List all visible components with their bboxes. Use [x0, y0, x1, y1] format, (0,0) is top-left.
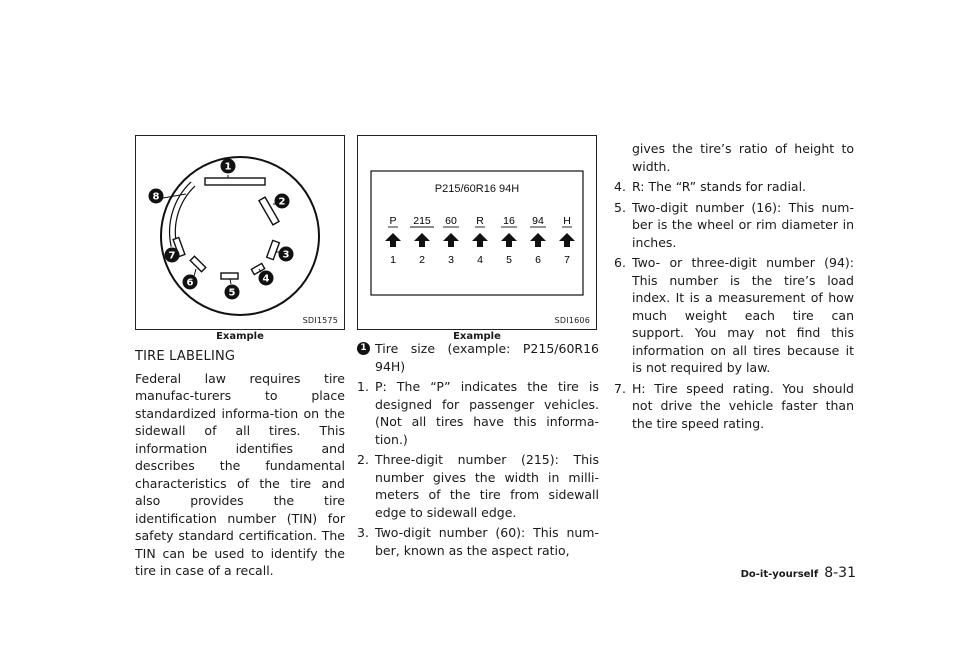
- list-item: [357, 451, 599, 521]
- right-column: [614, 140, 854, 435]
- svg-text:3: 3: [282, 249, 290, 261]
- continued-text: gives the tire’s ratio of height to width.: [632, 141, 854, 174]
- svg-text:4: 4: [262, 273, 270, 285]
- figure-code: SDI1606: [554, 316, 590, 325]
- item-number: 3.: [357, 525, 369, 540]
- item-text: R: The “R” stands for radial.: [632, 179, 807, 194]
- body-paragraph: Federal law requires tire manufac-turers to place standardized informa-tion on the sidewall of all tires. This information identifies and describes the fundamental characteristics of the tire and also provides the tire identification number (TIN) for safety standard certification. The TIN can be used to identify the tire in case of a recall.: [135, 370, 345, 578]
- item-number: 2.: [357, 452, 369, 467]
- item-text: Two-digit number (60): This num-ber, known as the aspect ratio,: [375, 525, 599, 558]
- figure-caption: Example: [453, 331, 501, 342]
- marker-8: [149, 189, 164, 204]
- middle-column: [357, 340, 599, 562]
- code-part-number: 7: [564, 254, 570, 266]
- sidewall-label-bottom: [221, 273, 238, 279]
- item-text: P: The “P” indicates the tire is designed for passenger vehicles. (Not all tires have this informa-tion.): [375, 379, 599, 447]
- code-part-number: 5: [506, 254, 512, 266]
- marker-1: [221, 159, 236, 174]
- svg-text:8: 8: [152, 191, 160, 203]
- item-text: Two-digit number (16): This num-ber is the wheel or rim diameter in inches.: [632, 199, 854, 250]
- page-footer: [726, 562, 856, 581]
- callout-badge: 1: [357, 342, 370, 355]
- item-text: Three-digit number (215): This number gives the width in milli-meters of the tire from sidewall edge to sidewall edge.: [375, 452, 599, 520]
- list-item: [614, 380, 854, 433]
- svg-text:2: 2: [278, 196, 286, 208]
- item-text: Two- or three-digit number (94): This number is the tire’s load index. It is a measurement of how much weight each tire can support. You may not find this information on all tires because it is not required by law.: [632, 255, 854, 375]
- marker-7: [165, 248, 180, 263]
- code-part-number: 3: [448, 254, 454, 266]
- marker-5: [225, 285, 240, 300]
- sidewall-label-left-lower: [190, 256, 206, 272]
- list-item: [357, 524, 599, 559]
- code-part-label: R: [476, 215, 484, 227]
- tire-size-figure: [357, 135, 597, 330]
- svg-text:5: 5: [228, 287, 236, 299]
- code-part-label: 215: [413, 215, 431, 227]
- marker-2: [275, 194, 290, 209]
- page-number: 8-31: [824, 565, 856, 581]
- tire-size-intro: [357, 340, 599, 375]
- intro-text: Tire size (example: P215/60R16 94H): [375, 341, 599, 374]
- left-column: [135, 348, 345, 580]
- svg-text:6: 6: [186, 277, 194, 289]
- marker-4: [259, 271, 274, 286]
- code-part-number: 6: [535, 254, 541, 266]
- item-number: 5.: [614, 199, 626, 215]
- figure-caption: Example: [216, 331, 264, 342]
- item-text: H: Tire speed rating. You should not drive the vehicle faster than the tire speed rating.: [632, 380, 854, 431]
- tire-size-diagram: [358, 136, 596, 329]
- marker-6: [183, 275, 198, 290]
- svg-text:7: 7: [168, 250, 176, 262]
- item-number: 7.: [614, 380, 626, 396]
- item-number: 4.: [614, 179, 626, 194]
- tire-sidewall-figure: [135, 135, 345, 330]
- section-name: Do-it-yourself: [740, 569, 819, 580]
- item-number: 6.: [614, 255, 626, 270]
- code-part-number: 4: [477, 254, 483, 266]
- list-item: [614, 178, 854, 196]
- list-item: [614, 254, 854, 377]
- item-number: 1.: [357, 379, 369, 394]
- tire-sidewall-diagram: [136, 136, 344, 329]
- figure-code: SDI1575: [302, 316, 338, 325]
- list-item: [357, 378, 599, 448]
- code-part-number: 2: [419, 254, 425, 266]
- code-part-label: P: [389, 215, 397, 227]
- tire-size-title: P215/60R16 94H: [434, 183, 520, 195]
- svg-text:1: 1: [224, 161, 232, 173]
- sidewall-label-right-lower: [267, 240, 280, 259]
- section-heading: TIRE LABELING: [135, 349, 236, 364]
- code-part-label: H: [563, 215, 571, 227]
- list-item: [614, 199, 854, 252]
- sidewall-label-top: [205, 178, 265, 185]
- code-part-number: 1: [390, 254, 396, 266]
- code-part-label: 94: [532, 215, 544, 227]
- code-part-label: 60: [445, 215, 457, 227]
- marker-3: [279, 247, 294, 262]
- code-part-label: 16: [503, 215, 515, 227]
